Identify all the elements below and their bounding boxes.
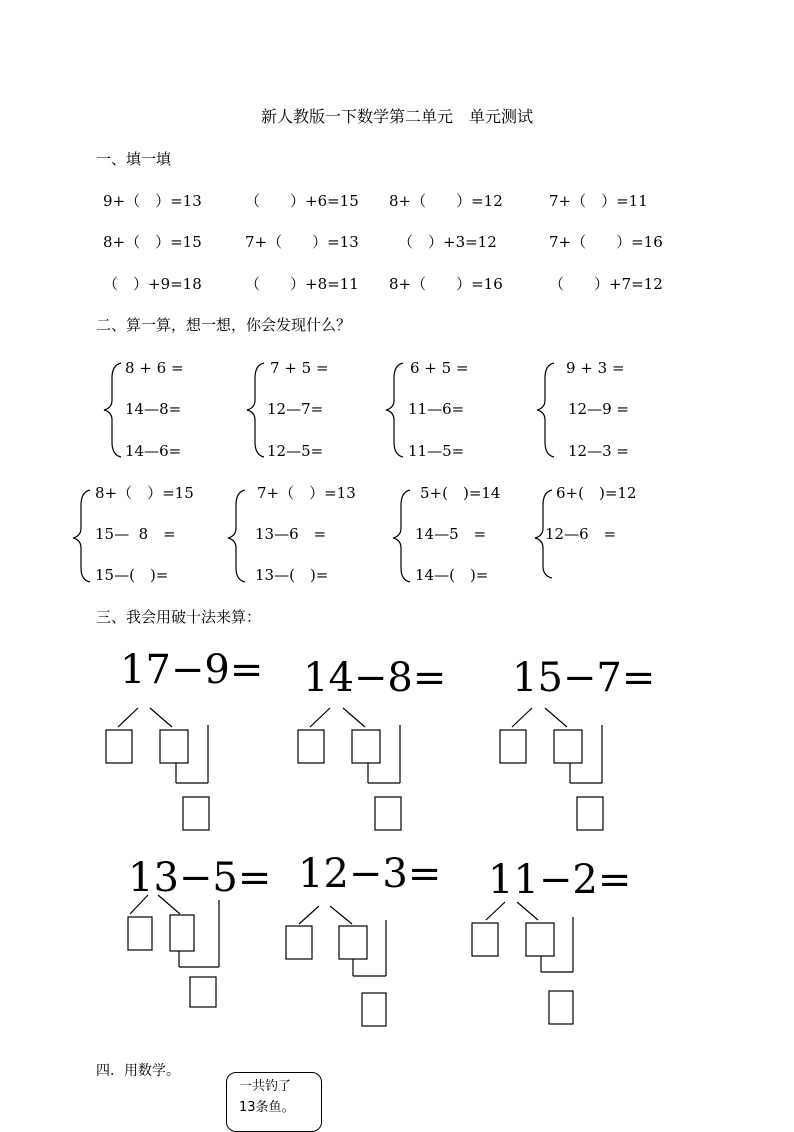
fill-item: （ ）+7=12 — [549, 275, 663, 293]
group-a-line: 9 + 3 = — [566, 359, 625, 377]
diagram-15-7 — [500, 708, 603, 830]
section-2-header: 二、算一算，想一想，你会发现什么？ — [96, 316, 352, 334]
diagram-12-3 — [286, 906, 386, 1026]
group-b-line: 5+( )=14 — [420, 484, 501, 502]
group-a-line: 11—5= — [408, 442, 465, 460]
fill-item: （ ）+6=15 — [245, 192, 359, 210]
group-a-line: 7 + 5 = — [270, 359, 329, 377]
fill-item: 9+（ ）=13 — [103, 192, 202, 210]
break-ten-expression: 15−7= — [512, 655, 656, 701]
bubble-line-2: 13条鱼。 — [239, 1100, 295, 1115]
group-a-line: 12—7= — [267, 400, 324, 418]
break-ten-expression: 11−2= — [488, 857, 632, 903]
group-b-line: 7+（ ）=13 — [257, 484, 356, 502]
fill-item: 8+（ ）=15 — [103, 233, 202, 251]
left-brace — [537, 363, 554, 457]
diagram-17-9 — [106, 708, 209, 830]
group-b-line: 8+（ ）=15 — [95, 484, 194, 502]
left-brace — [386, 363, 403, 457]
diagram-14-8 — [298, 708, 401, 830]
group-a-line: 8 + 6 = — [125, 359, 184, 377]
break-ten-expression: 12−3= — [298, 851, 442, 897]
group-b-line: 13—( )= — [255, 566, 329, 584]
break-ten-expression: 14−8= — [303, 655, 447, 701]
left-brace — [393, 490, 410, 582]
group-a-line: 11—6= — [408, 400, 465, 418]
group-a-line: 12—3 = — [568, 442, 629, 460]
group-b-line: 13—6 = — [255, 525, 327, 543]
group-a-line: 6 + 5 = — [410, 359, 469, 377]
section-4-header: 四．用数学。 — [96, 1063, 180, 1079]
group-a-line: 14—6= — [125, 442, 182, 460]
fill-item: （ ）+8=11 — [245, 275, 359, 293]
decomposition-diagrams — [106, 708, 603, 1026]
break-ten-expression: 13−5= — [128, 855, 272, 901]
group-b-line: 14—( )= — [415, 566, 489, 584]
group-b-line: 15—( )= — [95, 566, 169, 584]
page-title: 新人教版一下数学第二单元 单元测试 — [260, 107, 533, 126]
group-b-line: 12—6 = — [545, 525, 617, 543]
section-1-header: 一、填一填 — [96, 150, 172, 168]
group-a-line: 12—9 = — [568, 400, 629, 418]
diagram-13-5 — [128, 895, 219, 1007]
fill-item: （ ）+9=18 — [103, 275, 202, 293]
fill-item: （ ）+3=12 — [398, 233, 497, 251]
braces — [73, 363, 554, 582]
fill-item: 8+（ ）=12 — [389, 192, 503, 210]
group-b-line: 6+( )=12 — [556, 484, 637, 502]
break-ten-expression: 17−9= — [120, 647, 264, 693]
group-a-line: 12—5= — [267, 442, 324, 460]
left-brace — [104, 363, 121, 457]
group-b-line: 14—5 = — [415, 525, 487, 543]
left-brace — [73, 490, 90, 582]
group-a-line: 14—8= — [125, 400, 182, 418]
fill-item: 7+（ ）=16 — [549, 233, 663, 251]
bubble-line-1: 一共钓了 — [239, 1079, 292, 1094]
left-brace — [247, 363, 264, 457]
fill-item: 8+（ ）=16 — [389, 275, 503, 293]
left-brace — [535, 490, 552, 578]
group-b-line: 15— 8 = — [95, 525, 176, 543]
fill-item: 7+（ ）=13 — [245, 233, 359, 251]
speech-bubble — [226, 1072, 322, 1132]
left-brace — [228, 490, 245, 582]
diagram-11-2 — [472, 902, 573, 1024]
section-3-header: 三、我会用破十法来算： — [96, 608, 262, 626]
fill-item: 7+（ ）=11 — [549, 192, 648, 210]
